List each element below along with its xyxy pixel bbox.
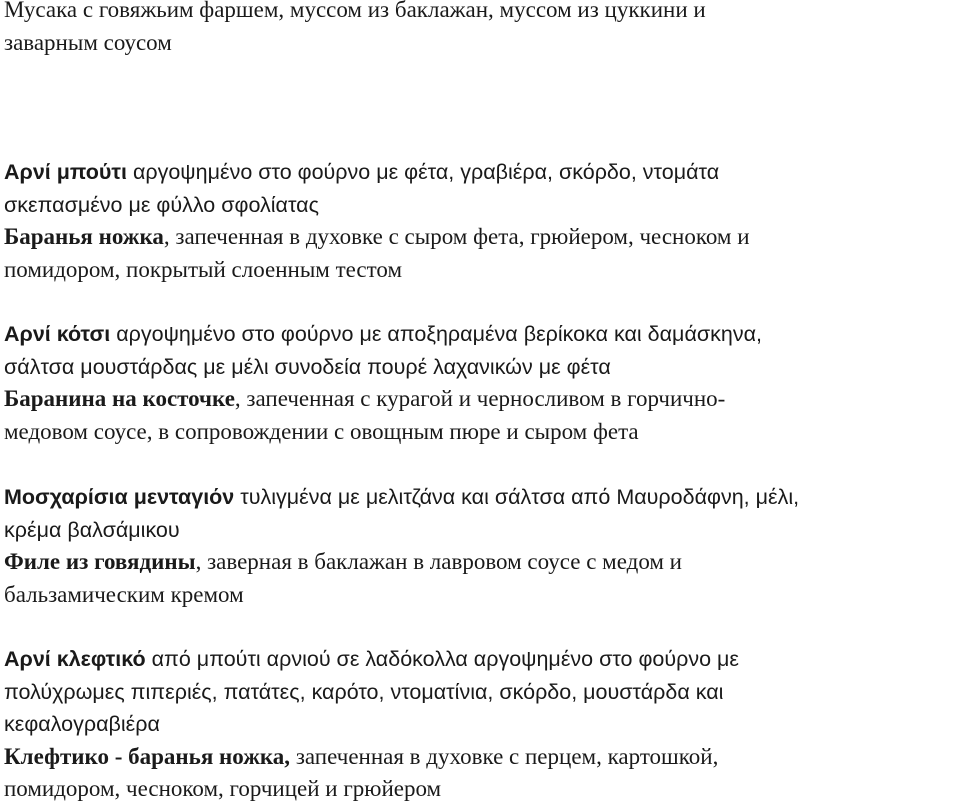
text-line	[4, 676, 958, 709]
dish-description: Мусака с говяжьим фаршем, муссом из баклажан, муссом из цуккини и	[4, 0, 706, 22]
dish-description: σκεπασμένο με φύλλο σφολίατας	[4, 192, 319, 217]
dish-description: заварным соусом	[4, 29, 172, 55]
dish-description: σάλτσα μουστάρδας με μέλι συνοδεία πουρέ λαχανικών με φέτα	[4, 354, 611, 379]
dish-name: Клефтико - баранья ножка,	[4, 743, 291, 769]
dish-name: Αρνί κλεφτικό	[4, 647, 146, 671]
dish-description: κρέμα βαλσάμικου	[4, 517, 180, 542]
text-line	[4, 481, 958, 514]
text-line	[4, 318, 958, 351]
text-line	[4, 189, 958, 222]
text-line	[4, 221, 958, 254]
dish-description: τυλιγμένα με μελιτζάνα και σάλτσα από Μαυροδάφνη, μέλι,	[234, 485, 800, 509]
text-line	[4, 708, 958, 741]
text-line	[4, 0, 958, 27]
menu-item-beef-fillet	[4, 481, 958, 611]
menu-item-kleftiko	[4, 643, 958, 806]
dish-name: Баранина на косточке	[4, 386, 235, 411]
dish-name: Баранья ножка	[4, 224, 164, 249]
dish-name: Филе из говядины	[4, 549, 196, 574]
text-line	[4, 416, 958, 449]
dish-name: Αρνί κότσι	[4, 322, 111, 346]
dish-description: запеченная в духовке с перцем, картошкой,	[290, 743, 719, 769]
dish-description: , запеченная в духовке с сыром фета, грюйером, чесноком и	[163, 224, 750, 249]
dish-description: αργοψημένο στο φούρνο με αποξηραμένα βερίκοκα και δαμάσκηνα,	[110, 322, 763, 346]
text-line	[4, 27, 958, 60]
dish-description: κεφαλογραβιέρα	[4, 712, 160, 736]
dish-description: , заверная в баклажан в лавровом соусе с медом и	[195, 549, 682, 574]
menu-item-lamb-shank	[4, 318, 958, 448]
text-line	[4, 383, 958, 416]
dish-description: помидором, покрытый слоенным тестом	[4, 256, 403, 282]
dish-description: медовом соусе, в сопровождении с овощным пюре и сыром фета	[4, 418, 639, 444]
text-line	[4, 773, 958, 806]
text-line	[4, 579, 958, 612]
dish-name: Αρνί μπούτι	[4, 160, 127, 184]
dish-description: , запеченная с курагой и черносливом в горчично-	[234, 386, 726, 411]
text-line	[4, 741, 958, 774]
dish-description: αργοψημένο στο φούρνο με φέτα, γραβιέρα, σκόρδο, ντομάτα	[126, 160, 720, 184]
text-line	[4, 351, 958, 384]
dish-description: από μπούτι αρνιού σε λαδόκολλα αργοψημένο στο φούρνο με	[145, 647, 740, 671]
text-line	[4, 643, 958, 676]
dish-description: πολύχρωμες πιπεριές, πατάτες, καρότο, ντοματίνια, σκόρδο, μουστάρδα και	[4, 679, 724, 704]
text-line	[4, 546, 958, 579]
dish-description: бальзамическим кремом	[4, 581, 244, 607]
text-line	[4, 156, 958, 189]
dish-name: Μοσχαρίσια μενταγιόν	[4, 485, 235, 509]
text-line	[4, 254, 958, 287]
text-line	[4, 514, 958, 547]
dish-description: помидором, чесноком, горчицей и грюйером	[4, 776, 442, 801]
menu-item-musaka	[4, 0, 958, 59]
menu-item-lamb-leg	[4, 156, 958, 286]
